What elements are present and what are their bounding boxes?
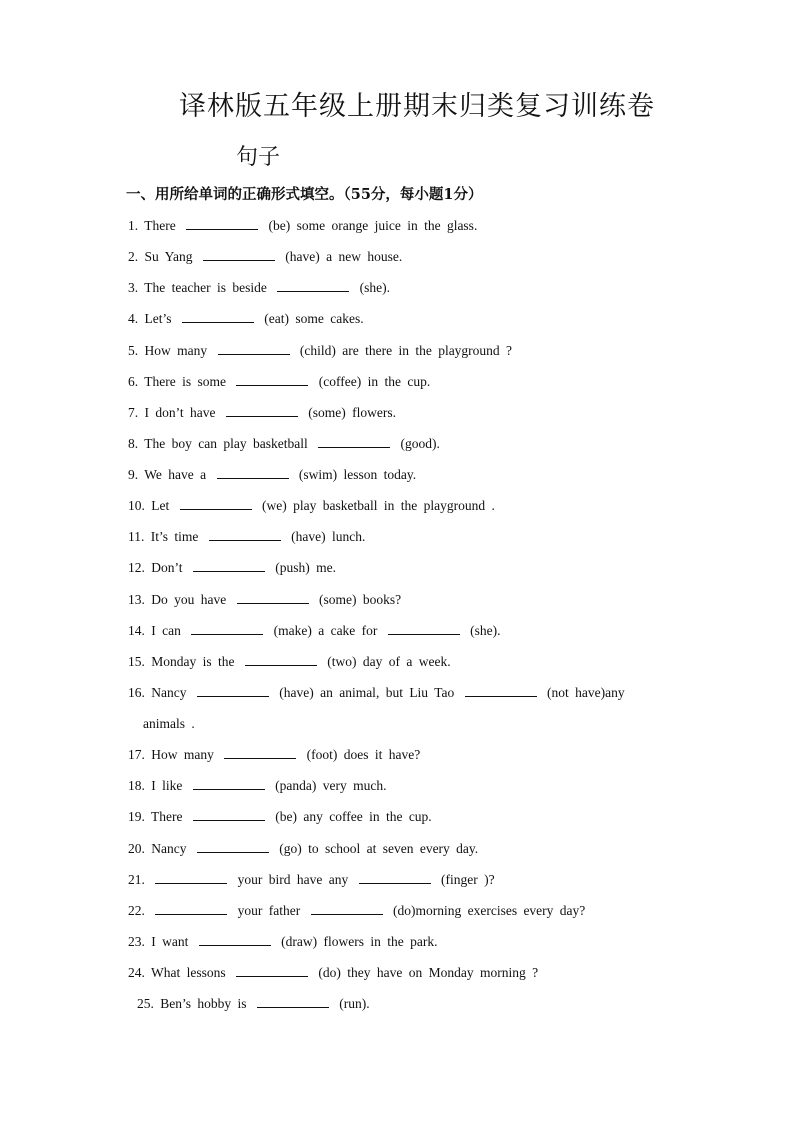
answer-blank[interactable] bbox=[359, 873, 431, 884]
answer-blank[interactable] bbox=[182, 312, 254, 323]
section-heading: 一、用所给单词的正确形式填空。（55分，每小题1分） bbox=[126, 186, 483, 203]
question-number: 17. bbox=[128, 747, 145, 762]
question-text: The teacher is beside bbox=[144, 280, 267, 295]
question-number: 16. bbox=[128, 685, 145, 700]
question-text: (foot) does it have? bbox=[306, 747, 421, 762]
question-number: 15. bbox=[128, 654, 145, 669]
question-17 bbox=[128, 747, 420, 763]
question-8 bbox=[128, 436, 440, 452]
worksheet-title: 译林版五年级上册期末归类复习训练卷 bbox=[179, 91, 655, 122]
question-5 bbox=[128, 343, 512, 359]
question-text: (swim) lesson today. bbox=[298, 467, 417, 482]
question-text: There bbox=[144, 218, 176, 233]
question-number: 4. bbox=[128, 311, 139, 326]
question-13 bbox=[128, 592, 401, 608]
answer-blank[interactable] bbox=[465, 686, 537, 697]
question-text: Monday is the bbox=[151, 654, 235, 669]
question-text: animals . bbox=[143, 716, 195, 731]
question-text: (two) day of a week. bbox=[327, 654, 451, 669]
question-text: (some) flowers. bbox=[308, 405, 396, 420]
answer-blank[interactable] bbox=[257, 997, 329, 1008]
question-text: (eat) some cakes. bbox=[264, 311, 364, 326]
question-text: How many bbox=[144, 343, 208, 358]
question-text: Nancy bbox=[151, 685, 187, 700]
question-number: 11. bbox=[128, 529, 145, 544]
answer-blank[interactable] bbox=[209, 530, 281, 541]
question-text: The boy can play basketball bbox=[144, 436, 308, 451]
question-text: (we) play basketball in the playground . bbox=[262, 498, 495, 513]
question-7 bbox=[128, 405, 396, 421]
question-text: There is some bbox=[144, 374, 226, 389]
answer-blank[interactable] bbox=[197, 842, 269, 853]
question-text: (go) to school at seven every day. bbox=[279, 841, 479, 856]
question-1 bbox=[128, 218, 477, 234]
answer-blank[interactable] bbox=[193, 779, 265, 790]
answer-blank[interactable] bbox=[186, 219, 258, 230]
question-number: 1. bbox=[128, 218, 139, 233]
question-16-continued bbox=[143, 716, 195, 732]
answer-blank[interactable] bbox=[203, 250, 275, 261]
question-text: (run). bbox=[339, 996, 370, 1011]
question-text: (panda) very much. bbox=[275, 778, 387, 793]
question-number: 6. bbox=[128, 374, 139, 389]
question-text: It’s time bbox=[150, 529, 199, 544]
answer-blank[interactable] bbox=[180, 499, 252, 510]
question-16 bbox=[128, 685, 625, 701]
question-text: I don’t have bbox=[144, 405, 216, 420]
question-text: (draw) flowers in the park. bbox=[281, 934, 438, 949]
question-number: 2. bbox=[128, 249, 139, 264]
answer-blank[interactable] bbox=[277, 281, 349, 292]
question-number: 13. bbox=[128, 592, 145, 607]
question-text: I like bbox=[151, 778, 183, 793]
answer-blank[interactable] bbox=[236, 375, 308, 386]
question-19 bbox=[128, 809, 432, 825]
question-number: 8. bbox=[128, 436, 139, 451]
answer-blank[interactable] bbox=[226, 406, 298, 417]
question-text: (do)morning exercises every day? bbox=[392, 903, 586, 918]
question-text: (coffee) in the cup. bbox=[318, 374, 431, 389]
question-text: Su Yang bbox=[144, 249, 193, 264]
question-text: We have a bbox=[144, 467, 207, 482]
question-number: 14. bbox=[128, 623, 145, 638]
question-text: (have) an animal, but Liu Tao bbox=[279, 685, 455, 700]
answer-blank[interactable] bbox=[191, 624, 263, 635]
answer-blank[interactable] bbox=[197, 686, 269, 697]
answer-blank[interactable] bbox=[199, 935, 271, 946]
answer-blank[interactable] bbox=[217, 468, 289, 479]
question-text: There bbox=[151, 809, 183, 824]
question-text: (she). bbox=[470, 623, 501, 638]
question-text: (good). bbox=[400, 436, 440, 451]
answer-blank[interactable] bbox=[245, 655, 317, 666]
question-text: (some) books? bbox=[318, 592, 402, 607]
question-10 bbox=[128, 498, 495, 514]
question-number: 10. bbox=[128, 498, 145, 513]
question-21 bbox=[128, 872, 495, 888]
question-3 bbox=[128, 280, 390, 296]
question-22 bbox=[128, 903, 585, 919]
question-number: 9. bbox=[128, 467, 139, 482]
question-text: I want bbox=[151, 934, 189, 949]
question-text: Ben’s hobby is bbox=[160, 996, 247, 1011]
question-text: (push) me. bbox=[275, 560, 337, 575]
question-text: (child) are there in the playground ? bbox=[299, 343, 513, 358]
answer-blank[interactable] bbox=[218, 344, 290, 355]
question-text: Do you have bbox=[151, 592, 227, 607]
question-number: 18. bbox=[128, 778, 145, 793]
question-text: What lessons bbox=[151, 965, 226, 980]
answer-blank[interactable] bbox=[155, 904, 227, 915]
question-number: 20. bbox=[128, 841, 145, 856]
question-number: 3. bbox=[128, 280, 139, 295]
question-4 bbox=[128, 311, 364, 327]
question-9 bbox=[128, 467, 416, 483]
question-number: 19. bbox=[128, 809, 145, 824]
question-23 bbox=[128, 934, 437, 950]
worksheet-subtitle: 句子 bbox=[236, 145, 281, 170]
question-number: 22. bbox=[128, 903, 145, 918]
question-number: 24. bbox=[128, 965, 145, 980]
question-text: (have) lunch. bbox=[291, 529, 366, 544]
question-text: I can bbox=[151, 623, 181, 638]
question-text: Let bbox=[151, 498, 170, 513]
question-text: How many bbox=[151, 747, 214, 762]
question-text: (not have)any bbox=[547, 685, 625, 700]
answer-blank[interactable] bbox=[237, 593, 309, 604]
question-text: Nancy bbox=[151, 841, 187, 856]
question-number: 7. bbox=[128, 405, 139, 420]
question-text: Don’t bbox=[151, 560, 183, 575]
question-text: Let’s bbox=[144, 311, 172, 326]
question-text: (have) a new house. bbox=[285, 249, 403, 264]
question-text: (make) a cake for bbox=[273, 623, 378, 638]
question-15 bbox=[128, 654, 451, 670]
question-18 bbox=[128, 778, 386, 794]
question-11 bbox=[128, 529, 365, 545]
question-text: (do) they have on Monday morning ? bbox=[318, 965, 539, 980]
answer-blank[interactable] bbox=[388, 624, 460, 635]
question-text: (be) any coffee in the cup. bbox=[275, 809, 432, 824]
question-number: 21. bbox=[128, 872, 145, 887]
question-text: (finger )? bbox=[440, 872, 495, 887]
question-6 bbox=[128, 374, 430, 390]
answer-blank[interactable] bbox=[155, 873, 227, 884]
question-text: (she). bbox=[359, 280, 390, 295]
answer-blank[interactable] bbox=[311, 904, 383, 915]
answer-blank[interactable] bbox=[193, 561, 265, 572]
question-20 bbox=[128, 841, 478, 857]
question-number: 25. bbox=[137, 996, 154, 1011]
answer-blank[interactable] bbox=[236, 966, 308, 977]
question-number: 23. bbox=[128, 934, 145, 949]
answer-blank[interactable] bbox=[318, 437, 390, 448]
question-number: 5. bbox=[128, 343, 139, 358]
answer-blank[interactable] bbox=[224, 748, 296, 759]
question-14 bbox=[128, 623, 501, 639]
question-2 bbox=[128, 249, 402, 265]
question-number: 12. bbox=[128, 560, 145, 575]
question-25 bbox=[137, 996, 370, 1012]
question-text: (be) some orange juice in the glass. bbox=[268, 218, 478, 233]
question-12 bbox=[128, 560, 336, 576]
question-text: your bird have any bbox=[237, 872, 349, 887]
question-text: your father bbox=[237, 903, 301, 918]
question-24 bbox=[128, 965, 538, 981]
answer-blank[interactable] bbox=[193, 810, 265, 821]
